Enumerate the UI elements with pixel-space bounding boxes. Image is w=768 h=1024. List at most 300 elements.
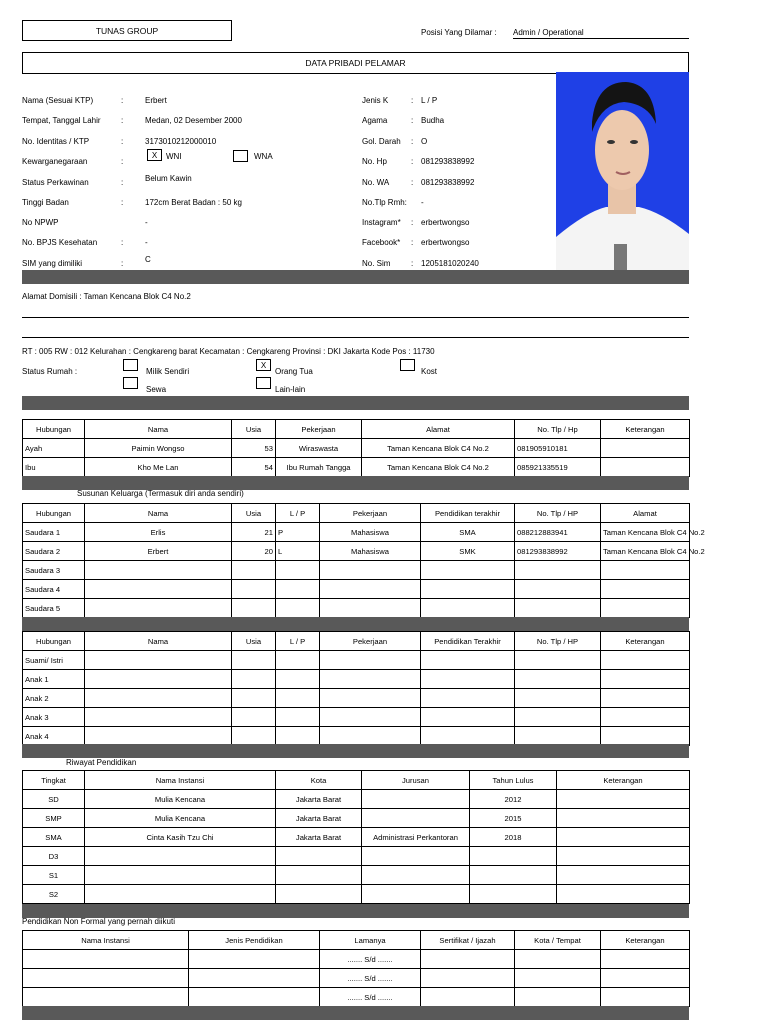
column-header: Hubungan <box>23 420 85 439</box>
field-colon: : <box>411 178 414 187</box>
status-rumah-label: Status Rumah : <box>22 367 78 376</box>
parents-table <box>22 419 690 477</box>
table-cell[interactable]: Taman Kencana Blok C4 No.2 <box>601 523 690 542</box>
field-colon: : <box>121 137 124 146</box>
table-cell[interactable]: Cinta Kasih Tzu Chi <box>85 828 276 847</box>
table-cell[interactable] <box>320 689 421 708</box>
field-value: - <box>145 238 148 247</box>
table-cell[interactable] <box>232 689 276 708</box>
column-header: Tingkat <box>23 771 85 790</box>
table-cell[interactable] <box>276 580 320 599</box>
table-row <box>23 988 690 1007</box>
divider-bar-2 <box>22 396 689 410</box>
field-colon: : <box>411 238 414 247</box>
field-colon: : <box>121 157 124 166</box>
table-cell[interactable] <box>515 969 601 988</box>
table-cell[interactable] <box>85 580 232 599</box>
divider-bar-1 <box>22 270 689 284</box>
sewa-checkbox[interactable] <box>123 377 138 389</box>
nonformal-title: Pendidikan Non Formal yang pernah diikuti <box>22 917 175 926</box>
table-cell[interactable] <box>421 599 515 618</box>
table-cell[interactable] <box>515 599 601 618</box>
table-cell[interactable]: S1 <box>23 866 85 885</box>
sewa-label: Sewa <box>146 385 167 394</box>
column-header: Lamanya <box>320 931 421 950</box>
table-cell[interactable]: Administrasi Perkantoran <box>362 828 470 847</box>
table-cell[interactable] <box>601 580 690 599</box>
table-cell[interactable] <box>276 670 320 689</box>
position-label: Posisi Yang Dilamar : <box>421 28 497 37</box>
table-cell[interactable] <box>601 651 690 670</box>
column-header: Nama <box>85 420 232 439</box>
table-row <box>23 969 690 988</box>
column-header: Usia <box>232 504 276 523</box>
table-cell[interactable]: 088212883941 <box>515 523 601 542</box>
education-table <box>22 770 690 904</box>
kost-label: Kost <box>421 367 438 376</box>
table-cell[interactable] <box>276 727 320 746</box>
table-cell[interactable] <box>362 809 470 828</box>
table-cell[interactable] <box>421 561 515 580</box>
column-header: Nama Instansi <box>23 931 189 950</box>
field-label: Jenis K <box>362 96 389 105</box>
column-header: Pendidikan Terakhir <box>421 632 515 651</box>
table-cell[interactable] <box>85 599 232 618</box>
table-cell[interactable] <box>85 708 232 727</box>
divider-bar-5 <box>22 744 689 758</box>
table-cell[interactable]: ....... S/d ....... <box>320 969 421 988</box>
column-header: Alamat <box>362 420 515 439</box>
table-cell[interactable]: L <box>276 542 320 561</box>
table-cell[interactable]: D3 <box>23 847 85 866</box>
table-cell[interactable]: SD <box>23 790 85 809</box>
field-colon: : <box>121 198 124 207</box>
table-cell[interactable]: Ayah <box>23 439 85 458</box>
table-cell[interactable] <box>189 969 320 988</box>
table-cell[interactable] <box>470 866 557 885</box>
field-colon: : <box>121 238 124 247</box>
table-cell[interactable] <box>232 727 276 746</box>
table-cell[interactable]: Jakarta Barat <box>276 809 362 828</box>
milik-sendiri-checkbox[interactable] <box>123 359 138 371</box>
table-cell[interactable]: Paimin Wongso <box>85 439 232 458</box>
column-header: Sertifikat / Ijazah <box>421 931 515 950</box>
table-row <box>23 580 690 599</box>
domicile-address: Alamat Domisili : Taman Kencana Blok C4 No.2 <box>22 292 191 301</box>
address-line-1 <box>22 317 689 318</box>
milik-sendiri-label: Milik Sendiri <box>146 367 190 376</box>
wna-checkbox[interactable] <box>233 150 248 162</box>
table-cell[interactable]: Erlis <box>85 523 232 542</box>
field-value: Belum Kawin <box>145 174 192 183</box>
table-cell[interactable] <box>515 670 601 689</box>
field-value: Erbert <box>145 96 167 105</box>
column-header: L / P <box>276 632 320 651</box>
table-cell[interactable] <box>85 651 232 670</box>
wni-checkbox[interactable]: X <box>147 149 162 161</box>
field-value: - <box>421 198 424 207</box>
column-header: Keterangan <box>601 420 690 439</box>
table-cell[interactable] <box>515 708 601 727</box>
table-cell[interactable] <box>85 885 276 904</box>
table-cell[interactable] <box>85 670 232 689</box>
table-cell[interactable]: P <box>276 523 320 542</box>
column-header: Nama <box>85 504 232 523</box>
table-cell[interactable]: Anak 2 <box>23 689 85 708</box>
field-label: No.Tlp Rmh: <box>362 198 407 207</box>
table-cell[interactable] <box>515 580 601 599</box>
table-cell[interactable] <box>232 651 276 670</box>
field-colon: : <box>411 116 414 125</box>
field-label: No. Identitas / KTP <box>22 137 90 146</box>
table-cell[interactable]: Ibu Rumah Tangga <box>276 458 362 477</box>
table-cell[interactable]: 53 <box>232 439 276 458</box>
section-title: DATA PRIBADI PELAMAR <box>305 58 406 68</box>
table-cell[interactable] <box>421 727 515 746</box>
table-cell[interactable] <box>232 708 276 727</box>
table-cell[interactable]: 081905910181 <box>515 439 601 458</box>
table-cell[interactable] <box>85 847 276 866</box>
table-cell[interactable]: Saudara 2 <box>23 542 85 561</box>
column-header: Pekerjaan <box>320 632 421 651</box>
column-header: Pekerjaan <box>276 420 362 439</box>
field-label: Tempat, Tanggal Lahir <box>22 116 101 125</box>
table-cell[interactable] <box>362 866 470 885</box>
table-cell[interactable] <box>85 866 276 885</box>
divider-bar-6 <box>22 904 689 918</box>
section-title-box <box>22 52 689 74</box>
table-cell[interactable] <box>557 885 690 904</box>
field-value: - <box>145 218 148 227</box>
table-cell[interactable]: Taman Kencana Blok C4 No.2 <box>362 439 515 458</box>
field-value: erbertwongso <box>421 218 470 227</box>
table-cell[interactable] <box>232 599 276 618</box>
field-colon: : <box>121 116 124 125</box>
column-header: Keterangan <box>557 771 690 790</box>
column-header: Tahun Lulus <box>470 771 557 790</box>
field-value: Budha <box>421 116 445 125</box>
table-cell[interactable] <box>276 599 320 618</box>
divider-bar-4 <box>22 617 689 631</box>
table-cell[interactable] <box>515 561 601 580</box>
table-cell[interactable]: ....... S/d ....... <box>320 950 421 969</box>
wna-label: WNA <box>254 152 273 161</box>
table-row <box>23 885 690 904</box>
field-label: Tinggi Badan <box>22 198 69 207</box>
table-cell[interactable]: 2012 <box>470 790 557 809</box>
table-row <box>23 458 690 477</box>
table-cell[interactable] <box>362 885 470 904</box>
table-cell[interactable]: Mahasiswa <box>320 523 421 542</box>
table-cell[interactable]: Taman Kencana Blok C4 No.2 <box>601 542 690 561</box>
table-cell[interactable] <box>23 988 189 1007</box>
field-label: No. BPJS Kesehatan <box>22 238 98 247</box>
table-cell[interactable] <box>601 561 690 580</box>
table-cell[interactable] <box>557 866 690 885</box>
field-label: Kewarganegaraan <box>22 157 88 166</box>
kost-checkbox[interactable] <box>400 359 415 371</box>
table-cell[interactable] <box>601 708 690 727</box>
column-header: L / P <box>276 504 320 523</box>
table-cell[interactable] <box>601 727 690 746</box>
table-cell[interactable] <box>276 651 320 670</box>
column-header: Nama Instansi <box>85 771 276 790</box>
field-colon: : <box>411 218 414 227</box>
field-label: Instagram* <box>362 218 401 227</box>
field-value: 081293838992 <box>421 178 475 187</box>
table-cell[interactable] <box>515 727 601 746</box>
table-row <box>23 670 690 689</box>
table-cell[interactable]: SMA <box>421 523 515 542</box>
table-cell[interactable]: Saudara 1 <box>23 523 85 542</box>
table-cell[interactable] <box>362 847 470 866</box>
table-cell[interactable] <box>557 847 690 866</box>
table-cell[interactable] <box>276 708 320 727</box>
table-cell[interactable]: 20 <box>232 542 276 561</box>
column-header: Pekerjaan <box>320 504 421 523</box>
table-row <box>23 599 690 618</box>
spouse-children-table <box>22 631 690 746</box>
column-header: Nama <box>85 632 232 651</box>
table-cell[interactable] <box>421 689 515 708</box>
table-cell[interactable] <box>362 790 470 809</box>
table-cell[interactable] <box>320 651 421 670</box>
table-cell[interactable] <box>421 651 515 670</box>
table-header-row <box>23 931 690 950</box>
table-cell[interactable]: Erbert <box>85 542 232 561</box>
field-value: L / P <box>421 96 438 105</box>
field-value: 172cm Berat Badan : 50 kg <box>145 198 242 207</box>
field-value: erbertwongso <box>421 238 470 247</box>
wni-label: WNI <box>166 152 182 161</box>
table-cell[interactable]: Anak 4 <box>23 727 85 746</box>
table-row <box>23 689 690 708</box>
table-cell[interactable] <box>23 969 189 988</box>
table-cell[interactable] <box>601 458 690 477</box>
table-row <box>23 727 690 746</box>
table-cell[interactable] <box>601 950 690 969</box>
table-cell[interactable]: ....... S/d ....... <box>320 988 421 1007</box>
table-cell[interactable] <box>23 950 189 969</box>
table-cell[interactable]: Kho Me Lan <box>85 458 232 477</box>
table-cell[interactable] <box>421 670 515 689</box>
table-row <box>23 542 690 561</box>
table-cell[interactable] <box>320 561 421 580</box>
column-header: Kota <box>276 771 362 790</box>
column-header: No. Tlp / HP <box>515 504 601 523</box>
table-row <box>23 439 690 458</box>
table-cell[interactable] <box>189 950 320 969</box>
field-label: Agama <box>362 116 388 125</box>
field-colon: : <box>411 259 414 268</box>
table-cell[interactable]: Anak 3 <box>23 708 85 727</box>
field-label: Nama (Sesuai KTP) <box>22 96 94 105</box>
column-header: Jenis Pendidikan <box>189 931 320 950</box>
table-cell[interactable] <box>470 885 557 904</box>
table-cell[interactable]: Saudara 3 <box>23 561 85 580</box>
table-cell[interactable] <box>557 828 690 847</box>
table-cell[interactable] <box>557 809 690 828</box>
table-cell[interactable]: Wiraswasta <box>276 439 362 458</box>
field-value: 3173010212000010 <box>145 137 217 146</box>
column-header: Keterangan <box>601 632 690 651</box>
table-cell[interactable]: Mulia Kencana <box>85 790 276 809</box>
field-label: Gol. Darah <box>362 137 401 146</box>
column-header: Usia <box>232 632 276 651</box>
table-cell[interactable] <box>515 651 601 670</box>
table-row <box>23 828 690 847</box>
column-header: Alamat <box>601 504 690 523</box>
table-cell[interactable] <box>320 708 421 727</box>
table-cell[interactable] <box>601 439 690 458</box>
rt-rw-line: RT : 005 RW : 012 Kelurahan : Cengkareng barat Kecamatan : Cengkareng Provinsi : DKI Jakarta Kode Pos : 11730 <box>22 347 435 356</box>
table-cell[interactable] <box>320 727 421 746</box>
siblings-title: Susunan Keluarga (Termasuk diri anda sendiri) <box>77 489 244 498</box>
table-cell[interactable] <box>276 847 362 866</box>
table-cell[interactable] <box>276 561 320 580</box>
divider-bar-3 <box>22 476 689 490</box>
table-cell[interactable] <box>276 866 362 885</box>
nonformal-table <box>22 930 690 1007</box>
table-cell[interactable]: Suami/ Istri <box>23 651 85 670</box>
table-cell[interactable] <box>189 988 320 1007</box>
table-cell[interactable] <box>421 988 515 1007</box>
table-row <box>23 790 690 809</box>
table-cell[interactable]: 21 <box>232 523 276 542</box>
field-colon: : <box>121 259 124 268</box>
table-cell[interactable]: Mahasiswa <box>320 542 421 561</box>
field-value: 081293838992 <box>421 157 475 166</box>
address-line-2 <box>22 337 689 338</box>
field-label: No. Hp <box>362 157 387 166</box>
position-value: Admin / Operational <box>513 28 689 39</box>
table-row <box>23 950 690 969</box>
table-cell[interactable] <box>421 580 515 599</box>
column-header: Kota / Tempat <box>515 931 601 950</box>
table-cell[interactable] <box>601 689 690 708</box>
table-cell[interactable] <box>276 689 320 708</box>
education-title: Riwayat Pendidikan <box>66 758 137 767</box>
company-box <box>22 20 232 41</box>
table-cell[interactable]: 2018 <box>470 828 557 847</box>
table-cell[interactable] <box>232 580 276 599</box>
table-cell[interactable] <box>232 670 276 689</box>
siblings-table <box>22 503 705 618</box>
table-cell[interactable] <box>85 727 232 746</box>
table-cell[interactable] <box>515 950 601 969</box>
column-header: Hubungan <box>23 632 85 651</box>
table-cell[interactable] <box>601 670 690 689</box>
table-row <box>23 866 690 885</box>
table-cell[interactable] <box>232 561 276 580</box>
field-label: Facebook* <box>362 238 401 247</box>
field-value: C <box>145 255 151 264</box>
table-cell[interactable] <box>601 988 690 1007</box>
divider-bar-7 <box>22 1006 689 1020</box>
table-cell[interactable] <box>320 599 421 618</box>
table-cell[interactable] <box>320 670 421 689</box>
table-cell[interactable] <box>421 708 515 727</box>
field-label: No. Sim <box>362 259 391 268</box>
table-cell[interactable] <box>601 969 690 988</box>
table-cell[interactable] <box>515 988 601 1007</box>
table-cell[interactable] <box>421 969 515 988</box>
table-header-row <box>23 420 690 439</box>
table-row <box>23 708 690 727</box>
table-cell[interactable] <box>421 950 515 969</box>
column-header: Pendidikan terakhir <box>421 504 515 523</box>
field-colon: : <box>121 96 124 105</box>
table-cell[interactable]: Saudara 4 <box>23 580 85 599</box>
orang-tua-checkbox[interactable]: X <box>256 359 271 371</box>
column-header: Jurusan <box>362 771 470 790</box>
table-cell[interactable] <box>85 561 232 580</box>
table-cell[interactable]: SMK <box>421 542 515 561</box>
table-cell[interactable] <box>601 599 690 618</box>
table-row <box>23 847 690 866</box>
field-colon: : <box>121 178 124 187</box>
column-header: Usia <box>232 420 276 439</box>
field-label: SIM yang dimiliki <box>22 259 83 268</box>
orang-tua-label: Orang Tua <box>275 367 313 376</box>
column-header: No. Tlp / HP <box>515 632 601 651</box>
table-cell[interactable]: SMP <box>23 809 85 828</box>
table-cell[interactable]: Anak 1 <box>23 670 85 689</box>
table-cell[interactable] <box>515 689 601 708</box>
table-row <box>23 561 690 580</box>
table-cell[interactable]: S2 <box>23 885 85 904</box>
table-cell[interactable]: Ibu <box>23 458 85 477</box>
table-cell[interactable]: 081293838992 <box>515 542 601 561</box>
lain-lain-checkbox[interactable] <box>256 377 271 389</box>
field-label: Status Perkawinan <box>22 178 89 187</box>
table-cell[interactable] <box>85 689 232 708</box>
company-name: TUNAS GROUP <box>95 25 159 36</box>
field-colon: : <box>411 137 414 146</box>
table-cell[interactable]: Taman Kencana Blok C4 No.2 <box>362 458 515 477</box>
table-cell[interactable]: Jakarta Barat <box>276 790 362 809</box>
column-header: Hubungan <box>23 504 85 523</box>
table-cell[interactable]: SMA <box>23 828 85 847</box>
field-colon: : <box>411 96 414 105</box>
table-header-row <box>23 504 690 523</box>
table-cell[interactable]: 085921335519 <box>515 458 601 477</box>
table-header-row <box>23 771 690 790</box>
table-header-row <box>23 632 690 651</box>
table-cell[interactable] <box>320 580 421 599</box>
table-cell[interactable] <box>470 847 557 866</box>
column-header: Keterangan <box>601 931 690 950</box>
table-cell[interactable]: 54 <box>232 458 276 477</box>
table-cell[interactable]: Saudara 5 <box>23 599 85 618</box>
table-cell[interactable] <box>557 790 690 809</box>
table-row <box>23 523 690 542</box>
lain-lain-label: Lain-lain <box>275 385 306 394</box>
field-value: Medan, 02 Desember 2000 <box>145 116 242 125</box>
field-value: O <box>421 137 428 146</box>
column-header: No. Tlp / Hp <box>515 420 601 439</box>
table-cell[interactable]: Mulia Kencana <box>85 809 276 828</box>
field-colon: : <box>411 157 414 166</box>
table-cell[interactable]: 2015 <box>470 809 557 828</box>
field-label: No NPWP <box>22 218 59 227</box>
applicant-photo <box>556 72 689 270</box>
table-row <box>23 651 690 670</box>
table-cell[interactable]: Jakarta Barat <box>276 828 362 847</box>
table-cell[interactable] <box>276 885 362 904</box>
field-label: No. WA <box>362 178 390 187</box>
table-row <box>23 809 690 828</box>
